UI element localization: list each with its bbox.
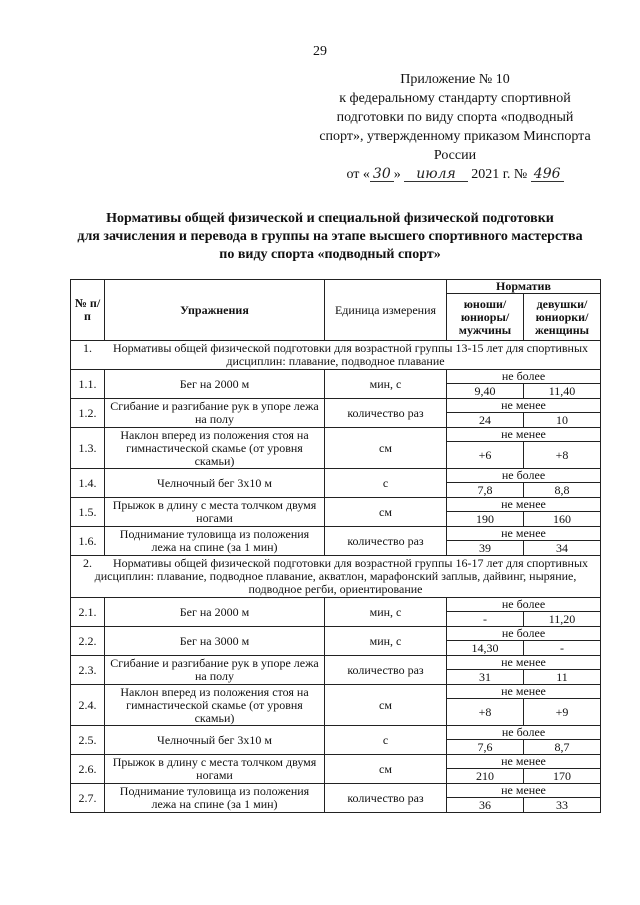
value-male: 36 xyxy=(447,798,524,813)
exercise-name: Поднимание туловища из положения лежа на спине (за 1 мин) xyxy=(105,527,325,556)
table-row xyxy=(71,498,601,512)
row-number: 1.1. xyxy=(71,370,105,399)
norm-condition: не более xyxy=(447,726,601,740)
exercise-name: Челночный бег 3x10 м xyxy=(105,469,325,498)
appendix-line-5: России xyxy=(433,148,477,163)
row-number: 2.3. xyxy=(71,656,105,685)
value-female: 33 xyxy=(524,798,601,813)
value-male: 190 xyxy=(447,512,524,527)
norm-condition: не менее xyxy=(447,685,601,699)
appendix-line-3: подготовки по виду спорта «подводный xyxy=(336,110,574,125)
table-row xyxy=(71,784,601,798)
appendix-date-line xyxy=(290,165,620,184)
value-male: 9,40 xyxy=(447,384,524,399)
value-male: 210 xyxy=(447,769,524,784)
exercise-name: Прыжок в длину с места толчком двумя ногами xyxy=(105,498,325,527)
value-female: 8,8 xyxy=(524,483,601,498)
exercise-name: Бег на 2000 м xyxy=(105,598,325,627)
exercise-name: Поднимание туловища из положения лежа на спине (за 1 мин) xyxy=(105,784,325,813)
norm-condition: не более xyxy=(447,627,601,641)
exercise-name: Наклон вперед из положения стоя на гимнастической скамье (от уровня скамьи) xyxy=(105,428,325,469)
page-number: 29 xyxy=(313,44,327,59)
date-day: 30 xyxy=(370,167,394,182)
table-row xyxy=(71,370,601,384)
value-female: 11,40 xyxy=(524,384,601,399)
table-row xyxy=(71,755,601,769)
row-number: 2.2. xyxy=(71,627,105,656)
row-number: 2.4. xyxy=(71,685,105,726)
exercise-name: Наклон вперед из положения стоя на гимнастической скамье (от уровня скамьи) xyxy=(105,685,325,726)
table-row xyxy=(71,598,601,612)
row-number: 2.7. xyxy=(71,784,105,813)
table-row xyxy=(71,656,601,670)
appendix-header xyxy=(290,70,620,184)
exercise-name: Бег на 2000 м xyxy=(105,370,325,399)
row-number: 2.6. xyxy=(71,755,105,784)
unit: мин, с xyxy=(325,598,447,627)
section-title: 1. Нормативы общей физической подготовки для возрастной группы 13-15 лет для спортивных дисциплин: плавание, подводное плавание xyxy=(71,341,601,370)
unit: мин, с xyxy=(325,370,447,399)
table-row xyxy=(71,399,601,413)
value-female: 11,20 xyxy=(524,612,601,627)
value-female: 11 xyxy=(524,670,601,685)
norm-condition: не менее xyxy=(447,399,601,413)
header-norm: Норматив xyxy=(447,280,601,294)
table-row xyxy=(71,527,601,541)
value-male: 39 xyxy=(447,541,524,556)
appendix-line-1: Приложение № 10 xyxy=(400,72,510,87)
header-num: № п/п xyxy=(71,280,105,341)
value-female: - xyxy=(524,641,601,656)
norm-condition: не более xyxy=(447,370,601,384)
unit: см xyxy=(325,428,447,469)
date-month: июля xyxy=(404,167,468,182)
norm-condition: не менее xyxy=(447,498,601,512)
appendix-line-2: к федеральному стандарту спортивной xyxy=(339,91,571,106)
title-line-2: для зачисления и перевода в группы на этапе высшего спортивного мастерства xyxy=(77,229,583,244)
document-title xyxy=(40,210,620,264)
row-number: 1.6. xyxy=(71,527,105,556)
value-male: 7,8 xyxy=(447,483,524,498)
row-number: 2.5. xyxy=(71,726,105,755)
value-male: - xyxy=(447,612,524,627)
value-female: 34 xyxy=(524,541,601,556)
value-male: 7,6 xyxy=(447,740,524,755)
date-year: 2021 г. № xyxy=(467,167,531,182)
table-row xyxy=(71,685,601,699)
value-male: 14,30 xyxy=(447,641,524,656)
unit: см xyxy=(325,685,447,726)
value-female: 160 xyxy=(524,512,601,527)
unit: количество раз xyxy=(325,527,447,556)
header-exercise: Упражнения xyxy=(105,280,325,341)
row-number: 1.5. xyxy=(71,498,105,527)
norms-table xyxy=(70,279,601,813)
unit: с xyxy=(325,726,447,755)
exercise-name: Бег на 3000 м xyxy=(105,627,325,656)
value-female: +8 xyxy=(524,442,601,469)
table-row xyxy=(71,726,601,740)
norm-condition: не менее xyxy=(447,755,601,769)
header-male: юноши/ юниоры/ мужчины xyxy=(447,294,524,341)
table-row xyxy=(71,627,601,641)
exercise-name: Прыжок в длину с места толчком двумя ногами xyxy=(105,755,325,784)
exercise-name: Челночный бег 3x10 м xyxy=(105,726,325,755)
title-line-1: Нормативы общей физической и специальной физической подготовки xyxy=(106,211,554,226)
norm-condition: не менее xyxy=(447,784,601,798)
header-unit: Единица измерения xyxy=(325,280,447,341)
date-mid: » xyxy=(393,167,405,182)
unit: мин, с xyxy=(325,627,447,656)
unit: количество раз xyxy=(325,784,447,813)
exercise-name: Сгибание и разгибание рук в упоре лежа на полу xyxy=(105,656,325,685)
row-number: 1.3. xyxy=(71,428,105,469)
norm-condition: не более xyxy=(447,598,601,612)
order-number: 496 xyxy=(531,167,564,182)
norm-condition: не менее xyxy=(447,656,601,670)
norm-condition: не более xyxy=(447,469,601,483)
unit: количество раз xyxy=(325,399,447,428)
value-female: +9 xyxy=(524,699,601,726)
value-female: 8,7 xyxy=(524,740,601,755)
value-male: 24 xyxy=(447,413,524,428)
row-number: 1.4. xyxy=(71,469,105,498)
section-title: 2. Нормативы общей физической подготовки для возрастной группы 16-17 лет для спортивных дисциплин: плавание, подводное плавание, акватлон, марафонский заплыв, дайвинг, ныряние, подводное регби, ориентирование xyxy=(71,556,601,598)
row-number: 1.2. xyxy=(71,399,105,428)
exercise-name: Сгибание и разгибание рук в упоре лежа на полу xyxy=(105,399,325,428)
value-female: 170 xyxy=(524,769,601,784)
header-female: девушки/ юниорки/ женщины xyxy=(524,294,601,341)
table-row xyxy=(71,428,601,442)
value-male: 31 xyxy=(447,670,524,685)
unit: см xyxy=(325,755,447,784)
unit: см xyxy=(325,498,447,527)
value-male: +8 xyxy=(447,699,524,726)
table-row xyxy=(71,469,601,483)
value-male: +6 xyxy=(447,442,524,469)
unit: с xyxy=(325,469,447,498)
norm-condition: не менее xyxy=(447,527,601,541)
row-number: 2.1. xyxy=(71,598,105,627)
value-female: 10 xyxy=(524,413,601,428)
unit: количество раз xyxy=(325,656,447,685)
date-prefix: от « xyxy=(346,167,370,182)
title-line-3: по виду спорта «подводный спорт» xyxy=(219,247,441,262)
norm-condition: не менее xyxy=(447,428,601,442)
appendix-line-4: спорт», утвержденному приказом Минспорта xyxy=(319,129,591,144)
